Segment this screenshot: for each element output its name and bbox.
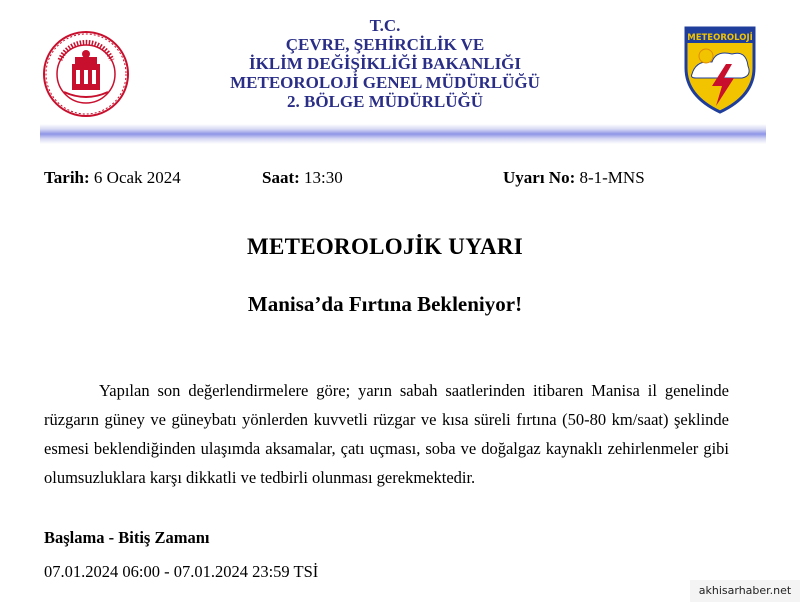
org-line-3: İKLİM DEĞİŞİKLİĞİ BAKANLIĞI	[248, 54, 522, 73]
page-subtitle: Manisa’da Fırtına Bekleniyor!	[247, 292, 523, 316]
time-label: Saat:	[262, 168, 300, 187]
date-field	[44, 168, 181, 188]
ministry-emblem-icon	[42, 30, 130, 118]
warning-body: Yapılan son değerlendirmelere göre; yarın sabah saatlerinden itibaren Manisa il genelinde rüzgarın güney ve güneybatı yönlerden kuvvetli rüzgar ve kısa süreli fırtına (50-80 km/saat) şeklinde esmesi beklendiğinden ulaşımda aksamalar, çatı uçması, soba ve doğalgaz kaynaklı zehirlenmeler gibi olumsuzluklara karşı dikkatli ve tedbirli olunması gerekmektedir.	[44, 381, 729, 487]
date-value: 6 Ocak 2024	[93, 168, 181, 187]
document-header	[0, 0, 800, 140]
org-line-2: ÇEVRE, ŞEHİRCİLİK VE	[285, 35, 485, 54]
source-watermark: akhisarhaber.net	[690, 580, 800, 602]
date-label: Tarih:	[44, 168, 90, 187]
time-field	[262, 168, 343, 188]
org-line-1: T.C.	[369, 16, 401, 35]
validity-value: 07.01.2024 06:00 - 07.01.2024 23:59 TSİ	[44, 562, 319, 581]
org-line-5: 2. BÖLGE MÜDÜRLÜĞÜ	[287, 92, 483, 111]
page-title: METEOROLOJİK UYARI	[246, 234, 524, 259]
warning-number-label: Uyarı No:	[503, 168, 576, 187]
org-line-4: METEOROLOJİ GENEL MÜDÜRLÜĞÜ	[230, 73, 540, 92]
warning-number-field	[503, 168, 645, 188]
time-value: 13:30	[304, 168, 343, 187]
header-divider	[40, 124, 766, 144]
warning-number-value: 8-1-MNS	[579, 168, 645, 187]
organization-name	[200, 16, 570, 111]
meteorology-logo-icon	[682, 24, 758, 114]
validity-label: Başlama - Bitiş Zamanı	[44, 528, 210, 547]
meteorology-logo-text: METEOROLOJİ	[687, 33, 753, 43]
